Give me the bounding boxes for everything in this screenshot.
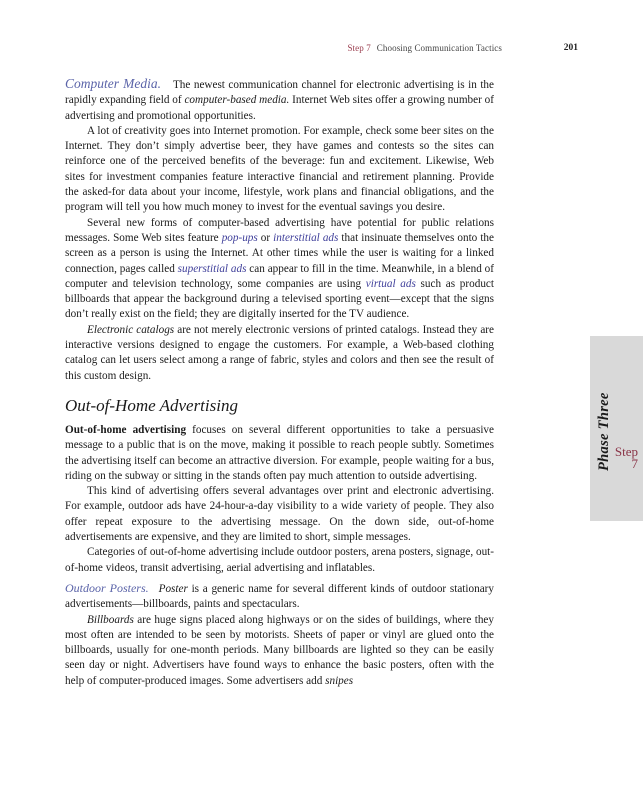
text: are huge signs placed along highways or on the sides of buildings, where they most often are intended to be seen by motorists. Sheets of paper or vinyl are glued onto the billboards, usually for one-month periods. Many billboards are lighted so they can be easily seen day or night. Advertisers have found ways to enhance the basic posters, often with the help of computer-produced images. Some advertisers add <box>65 613 494 687</box>
phase-thumb-tab <box>590 336 643 521</box>
text: is a generic name for several different kinds of outdoor stationary advertisements—billboards, paints and spectaculars. <box>65 582 494 611</box>
main-text <box>65 76 494 689</box>
text: can appear to fill in the time. Meanwhile, in a blend of computer and television technology, some companies are using <box>65 262 494 290</box>
page-number: 201 <box>563 43 578 53</box>
term-snipes: snipes <box>325 674 354 687</box>
term-computer-based-media: computer-based media. <box>184 94 290 107</box>
term-superstitial-ads: superstitial ads <box>177 262 247 275</box>
paragraph-computer-media <box>65 76 494 124</box>
section-heading: Out-of-Home Advertising <box>65 395 238 415</box>
runin-heading-computer-media: Computer Media. <box>65 76 161 91</box>
text: The newest communication channel for electronic advertising is in the rapidly expanding field of <box>65 79 494 107</box>
term-interstitial-ads: interstitial ads <box>273 231 339 244</box>
text: are not merely electronic versions of printed catalogs. Instead they are interactive versions designed to engage the customers. For example, a Web-based clothing catalog can let users select among a range of fabric, styles and colors and then see the result of this custom design. <box>65 323 495 382</box>
running-head <box>65 43 578 57</box>
chapter-heading <box>347 43 502 53</box>
tab-step <box>590 446 638 470</box>
term-billboards: Billboards <box>87 613 134 626</box>
paragraph-internet-promotion: A lot of creativity goes into Internet promotion. For example, check some beer sites on the Internet. They don’t simply advertise beer, they have games and contests so the sites can reinforce one of the perceived benefits of the beverage: fun and excitement. Likewise, Web sites for investment companies feature interactive financial and retirement planning. Provide the asked-for data about your income, lifestyle, work plans and financial obligations, and the program will tell you how much money to invest for the eventual savings you desire. <box>65 124 494 214</box>
paragraph-electronic-catalogs <box>65 323 494 384</box>
tab-step-number: 7 <box>631 456 638 471</box>
tab-step-word: Step <box>614 444 638 459</box>
paragraph-out-of-home <box>65 423 494 484</box>
text: or <box>257 231 274 244</box>
text: Internet Web sites offer a growing number of advertising and promotional opportunities. <box>65 94 494 122</box>
paragraph-billboards <box>65 613 494 689</box>
text: such as product billboards that appear the background during a televised sporting event—except that the signs don’t really exist on the field; they are digitally inserted for the TV audience. <box>65 277 494 321</box>
phase-label: Phase Three <box>596 392 612 472</box>
paragraph-outdoor-posters <box>65 581 494 613</box>
runin-heading-outdoor-posters: Outdoor Posters. <box>65 580 149 595</box>
header-chapter-title: Choosing Communication Tactics <box>376 43 502 53</box>
term-out-of-home-advertising: Out-of-home advertising <box>65 423 187 436</box>
text: that insinuate themselves onto the screen as a person is using the Internet. At other times while the user is waiting for a linked connection, pages called <box>65 231 494 275</box>
header-step-label: Step 7 <box>347 43 371 53</box>
term-pop-ups: pop-ups <box>221 231 258 244</box>
paragraph-categories: Categories of out-of-home advertising include outdoor posters, arena posters, signage, out-of-home videos, transit advertising, aerial advertising and inflatables. <box>65 546 494 574</box>
text: focuses on several different opportunities to take a persuasive message to a public that is on the move, making it possible to reach people subtly. Sometimes the advertising itself can become an attractive diversion. For example, people waiting for a bus, riding on the subway or sitting in the stands often pay much attention to outside advertising. <box>65 423 494 482</box>
term-virtual-ads: virtual ads <box>365 277 416 290</box>
paragraph-computer-based-ads <box>65 216 494 323</box>
term-poster: Poster <box>158 582 188 595</box>
text: Several new forms of computer-based advertising have potential for public relations messages. Some Web sites feature <box>65 216 494 244</box>
term-electronic-catalogs: Electronic catalogs <box>87 323 175 336</box>
paragraph-advantages: This kind of advertising offers several advantages over print and electronic advertising. For example, outdoor ads have 24-hour-a-day visibility to a wide variety of people. They also offer repeat exposure to the advertising message. On the down side, out-of-home advertisements are expensive, and they are limited to short, simple messages. <box>65 485 494 544</box>
